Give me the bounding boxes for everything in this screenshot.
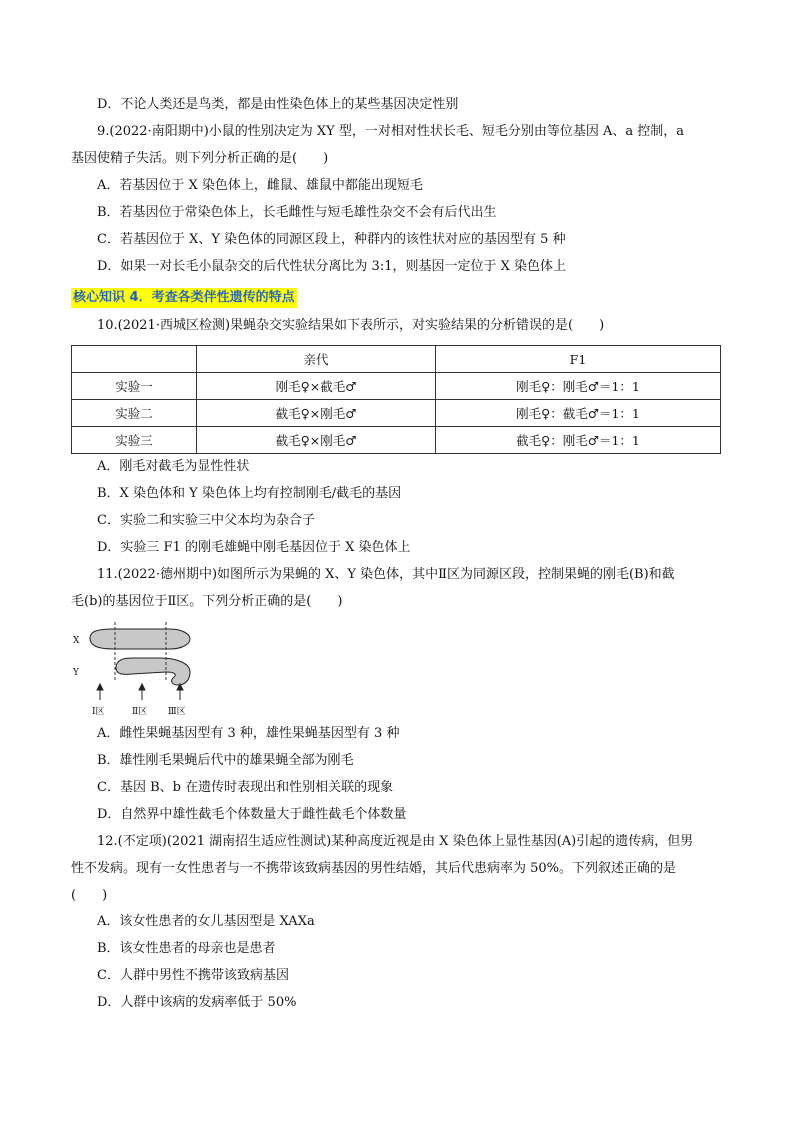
table-cell: 实验二 (72, 400, 197, 427)
q11-option-b: B．雄性刚毛果蝇后代中的雄果蝇全部为刚毛 (97, 753, 354, 768)
region-label-3: Ⅲ区 (168, 707, 186, 717)
q11-stem-line2: 毛(b)的基因位于Ⅱ区。下列分析正确的是( ) (71, 594, 343, 609)
q11-stem-line1: 11.(2022·德州期中)如图所示为果蝇的 X、Y 染色体，其中Ⅱ区为同源区段，控制果蝇的刚毛(B)和截 (97, 567, 675, 582)
q8-option-d: D．不论人类还是鸟类，都是由性染色体上的某些基因决定性别 (97, 97, 459, 112)
q9-option-d: D．如果一对长毛小鼠杂交的后代性状分离比为 3:1，则基因一定位于 X 染色体上 (97, 259, 566, 274)
q10-option-d: D．实验三 F1 的刚毛雄蝇中刚毛基因位于 X 染色体上 (97, 540, 411, 555)
table-cell: 截毛♀：刚毛♂＝1：1 (436, 427, 721, 454)
q10-option-c: C．实验二和实验三中父本均为杂合子 (97, 513, 315, 528)
table-cell: 刚毛♀×截毛♂ (197, 373, 436, 400)
table-header-row (72, 346, 721, 373)
q12-option-b: B．该女性患者的母亲也是患者 (97, 941, 276, 956)
region-label-1: Ⅰ区 (92, 707, 105, 717)
q9-option-b: B．若基因位于常染色体上，长毛雌性与短毛雄性杂交不会有后代出生 (97, 205, 497, 220)
q12-option-a: A．该女性患者的女儿基因型是 XAXa (97, 914, 315, 929)
q12-stem-line3: ( ) (71, 888, 108, 903)
q9-option-c: C．若基因位于 X、Y 染色体的同源区段上，种群内的该性状对应的基因型有 5 种 (97, 232, 566, 247)
q12-option-d: D．人群中该病的发病率低于 50% (97, 995, 297, 1010)
x-chromosome (90, 629, 190, 649)
table-cell: 截毛♀×刚毛♂ (197, 427, 436, 454)
q12-stem-line1: 12.(不定项)(2021 湖南招生适应性测试)某种高度近视是由 X 染色体上显性基因(A)引起的遗传病，但男 (97, 834, 694, 849)
y-chromosome (116, 658, 190, 685)
q11-option-c: C．基因 B、b 在遗传时表现出和性别相关联的现象 (97, 780, 394, 795)
table-row (72, 400, 721, 427)
table-header-cell: F1 (436, 346, 721, 373)
x-label: X (73, 636, 80, 646)
q11-option-d: D．自然界中雄性截毛个体数量大于雌性截毛个体数量 (97, 807, 407, 822)
table-cell: 实验三 (72, 427, 197, 454)
y-label: Y (73, 668, 79, 678)
table-header-cell: 亲代 (197, 346, 436, 373)
table-cell: 刚毛♀：刚毛♂＝1：1 (436, 373, 721, 400)
table-header-cell (72, 346, 197, 373)
q10-stem: 10.(2021·西城区检测)果蝇杂交实验结果如下表所示，对实验结果的分析错误的是( ) (97, 318, 605, 333)
region-label-2: Ⅱ区 (132, 707, 148, 717)
table-cell: 刚毛♀：截毛♂＝1：1 (436, 400, 721, 427)
q9-option-a: A．若基因位于 X 染色体上，雌鼠、雄鼠中都能出现短毛 (97, 178, 423, 193)
q9-stem-line1: 9.(2022·南阳期中)小鼠的性别决定为 XY 型，一对相对性状长毛、短毛分别由等位基因 A、a 控制，a (97, 124, 685, 139)
q10-option-a: A．刚毛对截毛为显性性状 (97, 459, 250, 474)
q11-option-a: A．雌性果蝇基因型有 3 种，雄性果蝇基因型有 3 种 (97, 726, 400, 741)
q12-stem-line2: 性不发病。现有一女性患者与一不携带该致病基因的男性结婚，其后代患病率为 50%。下列叙述正确的是 (71, 861, 677, 876)
region-arrows (97, 684, 183, 700)
table-cell: 实验一 (72, 373, 197, 400)
section-heading: 核心知识 4．考查各类伴性遗传的特点 (71, 288, 297, 308)
q10-option-b: B．X 染色体和 Y 染色体上均有控制刚毛/截毛的基因 (97, 486, 402, 501)
q10-table (71, 345, 721, 454)
table-row (72, 427, 721, 454)
q9-stem-line2: 基因使精子失活。则下列分析正确的是( ) (71, 151, 329, 166)
table-row (72, 373, 721, 400)
chromosome-diagram (70, 620, 200, 720)
table-cell: 截毛♀×刚毛♂ (197, 400, 436, 427)
q12-option-c: C．人群中男性不携带该致病基因 (97, 968, 289, 983)
